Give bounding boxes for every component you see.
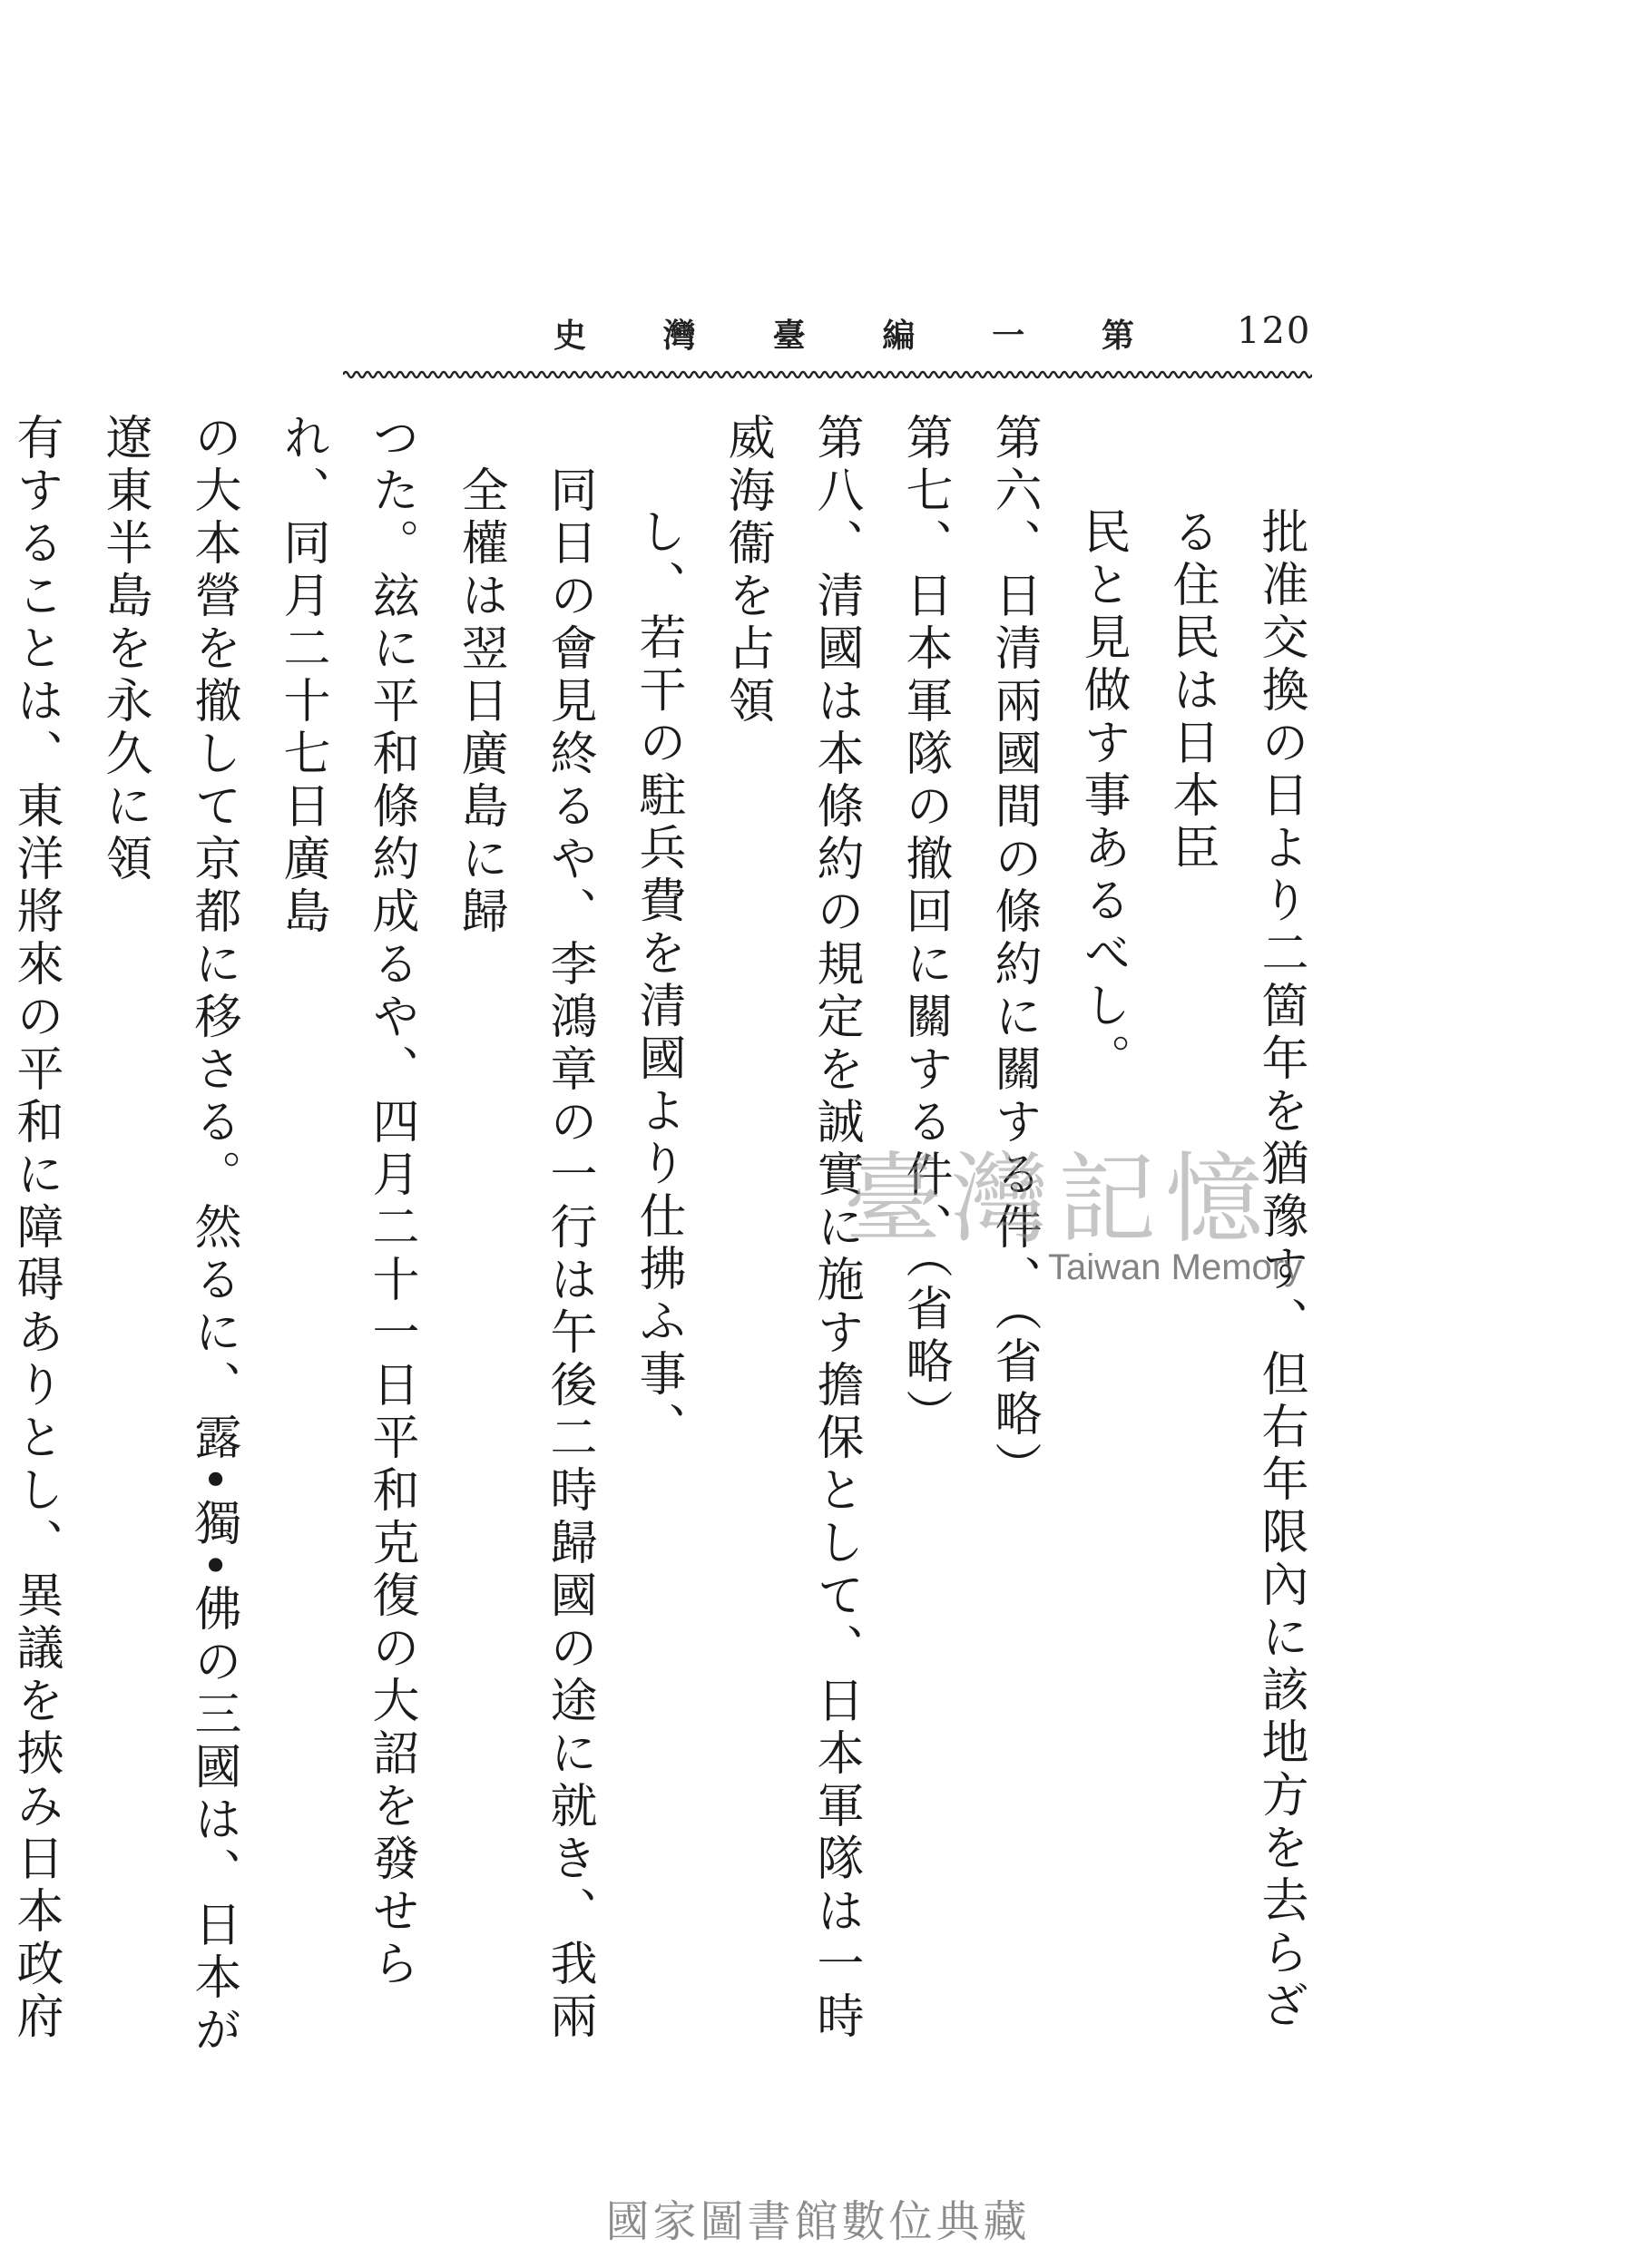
vertical-text-body (8, 413, 1325, 2073)
text-column: 同日の會見終るや、李鴻章の一行は午後二時歸國の途に就き、我兩全權は翌日廣島に歸 (453, 465, 596, 2044)
text-column: 第七、日本軍隊の撤回に關する件、（省略） (897, 413, 952, 1442)
running-title-char: 臺 (772, 317, 806, 355)
text-column: 第八、清國は本條約の規定を誠實に施す擔保として、日本軍隊は一時威海衞を占領 (720, 413, 863, 2044)
header-wavy-rule (343, 367, 1312, 382)
page-number: 120 (1237, 310, 1312, 352)
text-column: し、若干の駐兵費を清國より仕拂ふ事、 (631, 507, 685, 1454)
watermark-logo-chars: 臺灣記憶 (844, 1143, 1273, 1256)
text-column: の大本營を撤して京都に移さる。然るに、露•獨•佛の三國は、日本が遼東半島を永久に領 (97, 413, 240, 2058)
text-column: 民と見做す事あるべし。 (1075, 507, 1130, 1086)
text-column: 有することは、東洋將來の平和に障碍ありとし、異議を挾み日本政府 (8, 413, 63, 2044)
running-title-char: 一 (992, 317, 1025, 355)
running-title (553, 310, 1134, 357)
archive-footer: 國家圖書館數位典藏 (605, 2196, 1031, 2247)
running-title-char: 史 (553, 317, 587, 355)
running-title-char: 編 (882, 317, 916, 355)
watermark-logo-english: Taiwan Memory (1048, 1247, 1303, 1287)
text-column: つた。玆に平和條約成るや、四月二十一日平和克復の大詔を發せられ、同月二十七日廣島 (275, 413, 418, 1991)
text-column: 第六、日清兩國間の條約に關する件、（省略） (986, 413, 1041, 1494)
running-title-char: 第 (1101, 317, 1134, 355)
text-column: 批准交換の日より二箇年を猶豫す、但右年限內に該地方を去らざる住民は日本臣 (1164, 507, 1308, 2033)
running-title-char: 灣 (662, 317, 696, 355)
